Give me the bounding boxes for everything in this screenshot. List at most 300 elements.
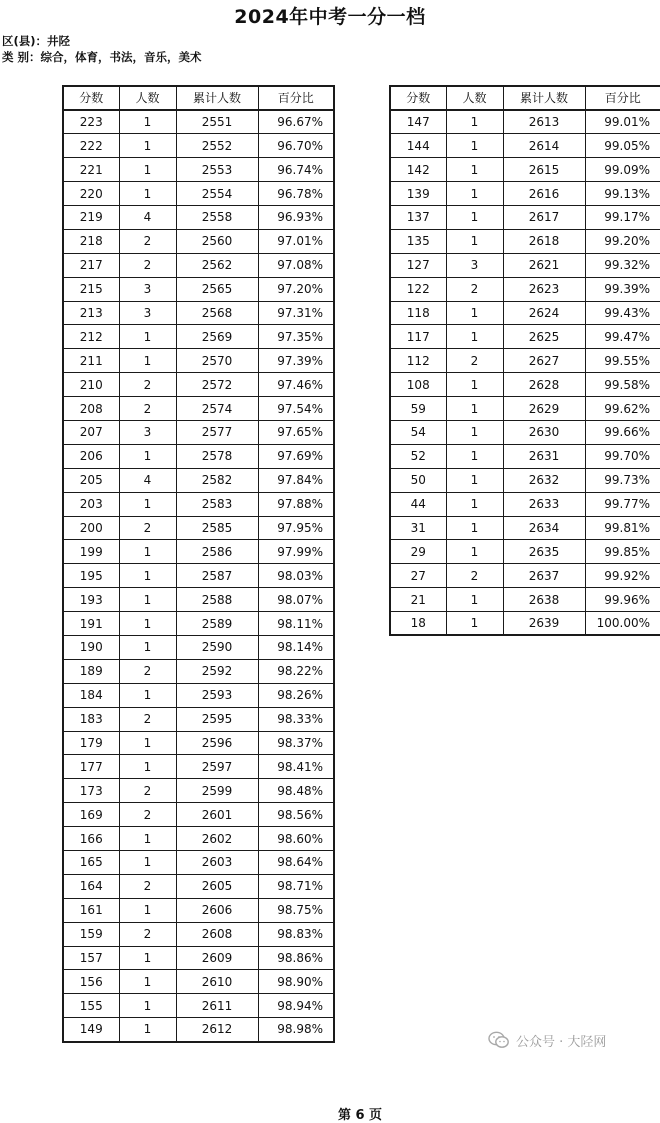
cell-cumulative: 2587 (176, 564, 258, 588)
cell-cumulative: 2613 (503, 110, 585, 134)
table-row (63, 325, 334, 349)
table-row (63, 229, 334, 253)
cell-score: 217 (63, 253, 119, 277)
cell-score: 193 (63, 588, 119, 612)
cell-count: 1 (119, 540, 176, 564)
table-row (63, 707, 334, 731)
cell-score: 122 (390, 277, 446, 301)
cell-count: 1 (446, 373, 503, 397)
cell-percent: 97.69% (258, 444, 334, 468)
cell-score: 161 (63, 898, 119, 922)
cell-count: 2 (119, 253, 176, 277)
cell-cumulative: 2570 (176, 349, 258, 373)
cell-count: 2 (119, 922, 176, 946)
cell-percent: 97.20% (258, 277, 334, 301)
cell-score: 207 (63, 420, 119, 444)
cell-cumulative: 2628 (503, 373, 585, 397)
table-row (390, 397, 660, 421)
score-table-left (62, 85, 335, 1043)
cell-score: 191 (63, 612, 119, 636)
cell-score: 220 (63, 182, 119, 206)
cell-percent: 98.71% (258, 874, 334, 898)
cell-cumulative: 2623 (503, 277, 585, 301)
cell-percent: 98.22% (258, 659, 334, 683)
cell-count: 1 (119, 349, 176, 373)
cell-count: 1 (446, 612, 503, 636)
cell-cumulative: 2565 (176, 277, 258, 301)
cell-score: 156 (63, 970, 119, 994)
cell-percent: 99.43% (585, 301, 660, 325)
cell-count: 1 (446, 301, 503, 325)
table-row (63, 898, 334, 922)
cell-percent: 99.77% (585, 492, 660, 516)
table-row (63, 779, 334, 803)
cell-count: 1 (119, 635, 176, 659)
cell-score: 18 (390, 612, 446, 636)
cell-percent: 99.62% (585, 397, 660, 421)
cell-score: 218 (63, 229, 119, 253)
cell-percent: 99.17% (585, 205, 660, 229)
table-row (63, 683, 334, 707)
cell-score: 223 (63, 110, 119, 134)
cell-count: 2 (119, 874, 176, 898)
table-header-row (390, 86, 660, 110)
cell-count: 1 (446, 205, 503, 229)
cell-cumulative: 2624 (503, 301, 585, 325)
cell-percent: 99.66% (585, 420, 660, 444)
cell-score: 139 (390, 182, 446, 206)
cell-count: 1 (446, 588, 503, 612)
cell-cumulative: 2627 (503, 349, 585, 373)
table-row (63, 755, 334, 779)
cell-count: 2 (119, 397, 176, 421)
cell-count: 1 (119, 683, 176, 707)
cell-percent: 96.74% (258, 158, 334, 182)
cell-score: 59 (390, 397, 446, 421)
cell-cumulative: 2589 (176, 612, 258, 636)
cell-cumulative: 2569 (176, 325, 258, 349)
cell-cumulative: 2606 (176, 898, 258, 922)
table-row (63, 444, 334, 468)
cell-count: 3 (119, 420, 176, 444)
table-row (63, 922, 334, 946)
cell-score: 189 (63, 659, 119, 683)
cell-cumulative: 2553 (176, 158, 258, 182)
table-row (390, 253, 660, 277)
cell-score: 127 (390, 253, 446, 277)
cell-count: 2 (446, 564, 503, 588)
cell-count: 1 (119, 492, 176, 516)
table-row (390, 229, 660, 253)
table-row (390, 205, 660, 229)
cell-count: 1 (119, 134, 176, 158)
cell-percent: 98.90% (258, 970, 334, 994)
cell-score: 222 (63, 134, 119, 158)
header-cumulative: 累计人数 (503, 86, 585, 110)
cell-percent: 99.73% (585, 468, 660, 492)
header-score: 分数 (63, 86, 119, 110)
cell-cumulative: 2631 (503, 444, 585, 468)
cell-score: 165 (63, 851, 119, 875)
cell-percent: 100.00% (585, 612, 660, 636)
cell-cumulative: 2602 (176, 827, 258, 851)
cell-cumulative: 2639 (503, 612, 585, 636)
cell-percent: 99.01% (585, 110, 660, 134)
cell-cumulative: 2638 (503, 588, 585, 612)
table-row (63, 420, 334, 444)
cell-score: 149 (63, 1018, 119, 1042)
cell-count: 1 (446, 229, 503, 253)
cell-percent: 97.95% (258, 516, 334, 540)
cell-count: 1 (119, 588, 176, 612)
cell-percent: 99.85% (585, 540, 660, 564)
cell-percent: 98.56% (258, 803, 334, 827)
cell-count: 1 (446, 492, 503, 516)
cell-cumulative: 2608 (176, 922, 258, 946)
cell-score: 142 (390, 158, 446, 182)
cell-cumulative: 2632 (503, 468, 585, 492)
cell-percent: 98.64% (258, 851, 334, 875)
table-row (390, 420, 660, 444)
cell-cumulative: 2617 (503, 205, 585, 229)
cell-score: 199 (63, 540, 119, 564)
cell-score: 50 (390, 468, 446, 492)
cell-score: 208 (63, 397, 119, 421)
header-percent: 百分比 (585, 86, 660, 110)
cell-percent: 99.58% (585, 373, 660, 397)
cell-cumulative: 2562 (176, 253, 258, 277)
cell-percent: 97.88% (258, 492, 334, 516)
cell-count: 2 (119, 516, 176, 540)
cell-score: 195 (63, 564, 119, 588)
cell-count: 2 (119, 803, 176, 827)
cell-percent: 99.81% (585, 516, 660, 540)
table-row (63, 946, 334, 970)
watermark (488, 1030, 606, 1050)
cell-percent: 98.41% (258, 755, 334, 779)
cell-cumulative: 2601 (176, 803, 258, 827)
cell-count: 1 (119, 110, 176, 134)
cell-score: 29 (390, 540, 446, 564)
cell-count: 2 (119, 707, 176, 731)
cell-percent: 99.92% (585, 564, 660, 588)
table-row (390, 301, 660, 325)
cell-score: 108 (390, 373, 446, 397)
cell-count: 1 (119, 1018, 176, 1042)
cell-count: 1 (119, 994, 176, 1018)
cell-score: 173 (63, 779, 119, 803)
cell-count: 1 (119, 182, 176, 206)
cell-cumulative: 2618 (503, 229, 585, 253)
table-row (390, 588, 660, 612)
cell-count: 1 (446, 540, 503, 564)
cell-cumulative: 2578 (176, 444, 258, 468)
table-row (63, 110, 334, 134)
table-row (63, 588, 334, 612)
cell-count: 1 (119, 444, 176, 468)
table-row (390, 564, 660, 588)
table-row (390, 277, 660, 301)
table-row (63, 182, 334, 206)
cell-cumulative: 2585 (176, 516, 258, 540)
cell-score: 190 (63, 635, 119, 659)
score-table-right (389, 85, 660, 636)
cell-count: 1 (446, 468, 503, 492)
page-title: 2024年中考一分一档 (234, 6, 426, 28)
cell-score: 157 (63, 946, 119, 970)
table-row (390, 158, 660, 182)
cell-count: 3 (446, 253, 503, 277)
cell-score: 184 (63, 683, 119, 707)
cell-percent: 98.98% (258, 1018, 334, 1042)
cell-count: 1 (119, 158, 176, 182)
cell-score: 215 (63, 277, 119, 301)
cell-count: 2 (446, 349, 503, 373)
region-line: 区(县)：井陉 (2, 34, 71, 48)
table-row (63, 134, 334, 158)
wechat-icon (488, 1031, 510, 1049)
cell-cumulative: 2629 (503, 397, 585, 421)
cell-score: 211 (63, 349, 119, 373)
watermark-text: 公众号 · 大陉网 (516, 1034, 607, 1050)
cell-count: 1 (446, 110, 503, 134)
cell-score: 203 (63, 492, 119, 516)
cell-score: 205 (63, 468, 119, 492)
cell-score: 177 (63, 755, 119, 779)
cell-cumulative: 2612 (176, 1018, 258, 1042)
table-row (63, 851, 334, 875)
cell-cumulative: 2599 (176, 779, 258, 803)
cell-score: 164 (63, 874, 119, 898)
cell-percent: 98.03% (258, 564, 334, 588)
cell-score: 159 (63, 922, 119, 946)
table-row (390, 182, 660, 206)
cell-score: 137 (390, 205, 446, 229)
cell-percent: 99.47% (585, 325, 660, 349)
table-header-row (63, 86, 334, 110)
cell-count: 1 (119, 898, 176, 922)
table-row (63, 994, 334, 1018)
cell-count: 3 (119, 277, 176, 301)
cell-score: 44 (390, 492, 446, 516)
cell-cumulative: 2621 (503, 253, 585, 277)
cell-percent: 98.14% (258, 635, 334, 659)
cell-score: 155 (63, 994, 119, 1018)
cell-score: 135 (390, 229, 446, 253)
cell-percent: 98.75% (258, 898, 334, 922)
table-row (63, 635, 334, 659)
cell-percent: 97.35% (258, 325, 334, 349)
cell-cumulative: 2583 (176, 492, 258, 516)
cell-percent: 99.13% (585, 182, 660, 206)
cell-count: 3 (119, 301, 176, 325)
cell-score: 200 (63, 516, 119, 540)
table-row (390, 540, 660, 564)
cell-percent: 98.86% (258, 946, 334, 970)
cell-cumulative: 2616 (503, 182, 585, 206)
cell-cumulative: 2552 (176, 134, 258, 158)
cell-cumulative: 2568 (176, 301, 258, 325)
cell-percent: 99.32% (585, 253, 660, 277)
cell-percent: 99.09% (585, 158, 660, 182)
cell-percent: 99.20% (585, 229, 660, 253)
table-row (63, 970, 334, 994)
cell-percent: 97.31% (258, 301, 334, 325)
cell-percent: 97.84% (258, 468, 334, 492)
table-row (390, 492, 660, 516)
cell-percent: 97.99% (258, 540, 334, 564)
cell-percent: 99.05% (585, 134, 660, 158)
cell-count: 1 (119, 946, 176, 970)
cell-cumulative: 2577 (176, 420, 258, 444)
cell-score: 144 (390, 134, 446, 158)
cell-count: 1 (446, 134, 503, 158)
cell-cumulative: 2582 (176, 468, 258, 492)
table-row (63, 1018, 334, 1042)
cell-cumulative: 2611 (176, 994, 258, 1018)
table-row (390, 110, 660, 134)
table-row (390, 349, 660, 373)
cell-score: 212 (63, 325, 119, 349)
table-row (63, 205, 334, 229)
table-row (390, 516, 660, 540)
cell-count: 2 (446, 277, 503, 301)
cell-count: 1 (119, 827, 176, 851)
cell-score: 54 (390, 420, 446, 444)
header-score: 分数 (390, 86, 446, 110)
cell-percent: 98.07% (258, 588, 334, 612)
cell-percent: 97.08% (258, 253, 334, 277)
cell-percent: 98.26% (258, 683, 334, 707)
cell-score: 169 (63, 803, 119, 827)
cell-percent: 98.37% (258, 731, 334, 755)
table-row (63, 158, 334, 182)
cell-score: 183 (63, 707, 119, 731)
table-row (390, 373, 660, 397)
cell-count: 2 (119, 229, 176, 253)
cell-cumulative: 2551 (176, 110, 258, 134)
cell-count: 2 (119, 373, 176, 397)
table-row (390, 325, 660, 349)
table-row (63, 301, 334, 325)
cell-count: 1 (119, 970, 176, 994)
table-row (63, 277, 334, 301)
table-row (390, 444, 660, 468)
table-row (63, 373, 334, 397)
cell-percent: 99.70% (585, 444, 660, 468)
cell-count: 1 (446, 182, 503, 206)
table-row (63, 659, 334, 683)
table-row (63, 468, 334, 492)
cell-cumulative: 2633 (503, 492, 585, 516)
cell-score: 112 (390, 349, 446, 373)
table-row (63, 540, 334, 564)
cell-percent: 98.48% (258, 779, 334, 803)
cell-count: 2 (119, 659, 176, 683)
cell-score: 166 (63, 827, 119, 851)
cell-score: 147 (390, 110, 446, 134)
cell-cumulative: 2625 (503, 325, 585, 349)
table-row (390, 134, 660, 158)
table-row (63, 397, 334, 421)
cell-cumulative: 2597 (176, 755, 258, 779)
cell-percent: 96.93% (258, 205, 334, 229)
cell-percent: 96.70% (258, 134, 334, 158)
cell-count: 1 (446, 325, 503, 349)
cell-count: 1 (119, 612, 176, 636)
cell-count: 1 (119, 755, 176, 779)
cell-percent: 97.46% (258, 373, 334, 397)
cell-cumulative: 2614 (503, 134, 585, 158)
cell-count: 1 (446, 420, 503, 444)
cell-score: 213 (63, 301, 119, 325)
cell-percent: 97.54% (258, 397, 334, 421)
cell-percent: 97.39% (258, 349, 334, 373)
page-number: 第 6 页 (337, 1108, 383, 1123)
cell-count: 1 (446, 397, 503, 421)
cell-percent: 98.83% (258, 922, 334, 946)
cell-score: 210 (63, 373, 119, 397)
cell-percent: 97.65% (258, 420, 334, 444)
cell-cumulative: 2593 (176, 683, 258, 707)
cell-cumulative: 2572 (176, 373, 258, 397)
table-row (63, 612, 334, 636)
cell-score: 117 (390, 325, 446, 349)
cell-cumulative: 2596 (176, 731, 258, 755)
cell-cumulative: 2634 (503, 516, 585, 540)
cell-cumulative: 2605 (176, 874, 258, 898)
table-row (63, 827, 334, 851)
cell-cumulative: 2588 (176, 588, 258, 612)
cell-count: 1 (446, 158, 503, 182)
cell-cumulative: 2592 (176, 659, 258, 683)
cell-score: 179 (63, 731, 119, 755)
cell-count: 1 (446, 516, 503, 540)
cell-cumulative: 2586 (176, 540, 258, 564)
header-count: 人数 (119, 86, 176, 110)
cell-count: 1 (446, 444, 503, 468)
cell-cumulative: 2615 (503, 158, 585, 182)
table-row (390, 468, 660, 492)
cell-cumulative: 2560 (176, 229, 258, 253)
cell-count: 1 (119, 564, 176, 588)
cell-cumulative: 2637 (503, 564, 585, 588)
cell-score: 52 (390, 444, 446, 468)
cell-percent: 98.11% (258, 612, 334, 636)
cell-cumulative: 2609 (176, 946, 258, 970)
table-row (63, 731, 334, 755)
cell-percent: 99.96% (585, 588, 660, 612)
cell-percent: 98.33% (258, 707, 334, 731)
cell-cumulative: 2630 (503, 420, 585, 444)
cell-score: 118 (390, 301, 446, 325)
cell-percent: 96.78% (258, 182, 334, 206)
cell-count: 1 (119, 325, 176, 349)
cell-count: 4 (119, 468, 176, 492)
cell-percent: 97.01% (258, 229, 334, 253)
table-row (63, 349, 334, 373)
cell-count: 4 (119, 205, 176, 229)
cell-percent: 96.67% (258, 110, 334, 134)
cell-score: 219 (63, 205, 119, 229)
cell-score: 21 (390, 588, 446, 612)
cell-score: 206 (63, 444, 119, 468)
cell-score: 221 (63, 158, 119, 182)
header-count: 人数 (446, 86, 503, 110)
cell-score: 27 (390, 564, 446, 588)
table-row (63, 874, 334, 898)
cell-cumulative: 2554 (176, 182, 258, 206)
